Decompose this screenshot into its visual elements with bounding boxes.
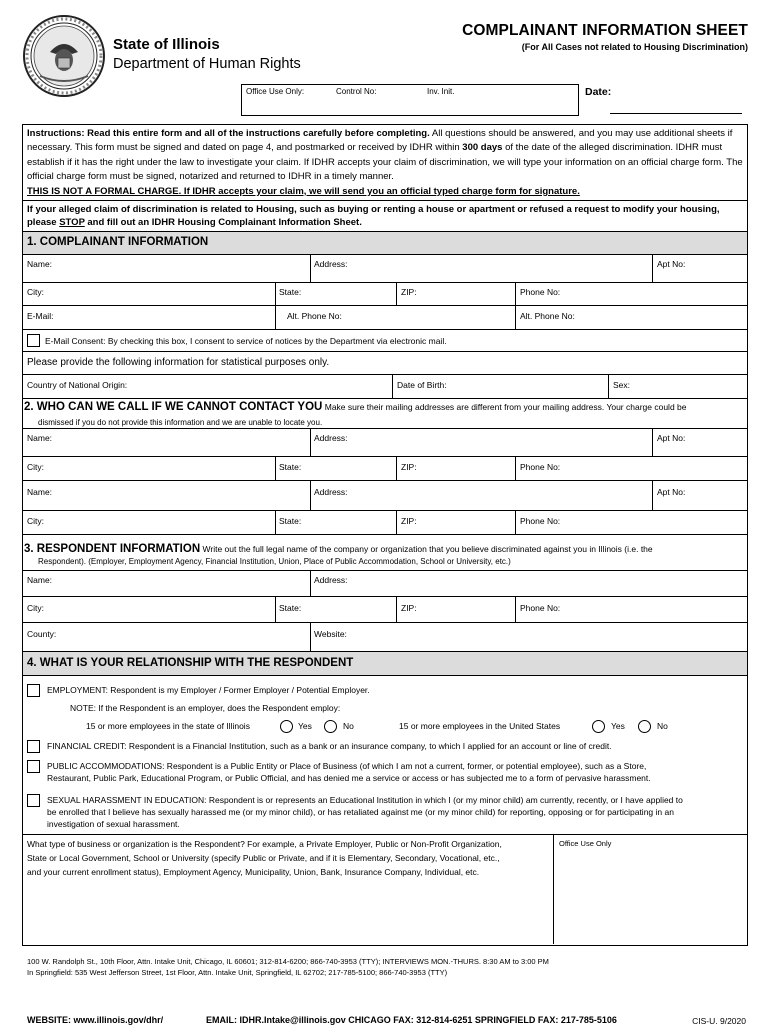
sexual-harassment-label-1: SEXUAL HARASSMENT IN EDUCATION: Respondent is or represents an Educational Institution in which I (or my minor child) am currently, recently, or I have applied to — [47, 795, 683, 805]
s1-name-label: Name: — [27, 259, 53, 269]
section2-title: 2. WHO CAN WE CALL IF WE CANNOT CONTACT YOU — [24, 401, 323, 413]
s2-apt-2-label: Apt No: — [657, 487, 686, 497]
section2-note-2: dismissed if you do not provide this information and we are unable to locate you. — [38, 418, 323, 427]
s2-phone-2-label: Phone No: — [520, 516, 561, 526]
s2-apt-label: Apt No: — [657, 433, 686, 443]
s2-state-label: State: — [279, 462, 302, 472]
statistical-note: Please provide the following information for statistical purposes only. — [27, 357, 330, 368]
sexual-harassment-label-3: investigation of sexual harassment. — [47, 819, 180, 829]
employment-checkbox[interactable] — [27, 684, 40, 697]
housing-note-a: If your alleged claim of discrimination is related to Housing, such as buying or renting a house or apartment or refused a request to modify your housing, please — [27, 204, 720, 228]
q-illinois-yes-radio[interactable] — [280, 720, 293, 733]
s3-city-label: City: — [27, 603, 44, 613]
footer-email-fax: EMAIL: IDHR.Intake@illinois.gov CHICAGO FAX: 312-814-6251 SPRINGFIELD FAX: 217-785-5106 — [206, 1015, 617, 1025]
page-title: COMPLAINANT INFORMATION SHEET — [462, 22, 748, 39]
instructions-body-2: of the date of the alleged discrimination. IDHR must establish if it has the right under the law to investigate your claim. If IDHR accepts your claim of discrimination, we will type your information on an official charge form. The official charge form must be signed, notarized and returned to IDHR in a timely manner. — [27, 142, 743, 183]
s1-state-label: State: — [279, 287, 302, 297]
sexual-harassment-label-2: be enrolled that I believe has sexually harassed me (or my minor child), or has retaliated against me (or my minor child) for reporting, opposing or for participating in an — [47, 807, 674, 817]
instructions-days: 300 days — [462, 142, 503, 154]
q-us-no-label: No — [657, 721, 668, 731]
s2-address-label: Address: — [314, 433, 348, 443]
section3-title: 3. RESPONDENT INFORMATION — [24, 543, 201, 555]
section2-note: Make sure their mailing addresses are different from your mailing address. Your charge could be — [324, 402, 687, 412]
housing-note-b: and fill out an IDHR Housing Complainant Information Sheet. — [87, 217, 362, 228]
page-subtitle: (For All Cases not related to Housing Discrimination) — [521, 42, 748, 52]
section2-header — [24, 402, 744, 412]
state-seal-logo — [22, 14, 106, 98]
q-illinois-no-radio[interactable] — [324, 720, 337, 733]
s2-name-label: Name: — [27, 433, 53, 443]
housing-stop: STOP — [59, 217, 85, 228]
q-illinois-label: 15 or more employees in the state of Illinois — [86, 721, 250, 731]
office-use-only-box-label: Office Use Only — [559, 839, 612, 848]
section3-header — [24, 544, 744, 554]
s3-name-label: Name: — [27, 575, 53, 585]
s1-phone-label: Phone No: — [520, 287, 561, 297]
agency-department: Department of Human Rights — [113, 56, 301, 72]
s1-alt-phone-2-label: Alt. Phone No: — [520, 311, 575, 321]
q-us-yes-radio[interactable] — [592, 720, 605, 733]
s1-zip-label: ZIP: — [401, 287, 417, 297]
s1-city-label: City: — [27, 287, 44, 297]
s1-alt-phone-label: Alt. Phone No: — [287, 311, 342, 321]
section3-note: Write out the full legal name of the company or organization that you believe discriminated against you in Illinois (i.e. the — [202, 544, 653, 554]
s2-name-2-label: Name: — [27, 487, 53, 497]
section1-header: 1. COMPLAINANT INFORMATION — [23, 232, 747, 254]
public-accommodations-label-1: PUBLIC ACCOMMODATIONS: Respondent is a Public Entity or Place of Business (of which I am not a current, former, or potential employee), such as a Store, — [47, 761, 647, 771]
s3-phone-label: Phone No: — [520, 603, 561, 613]
s1-email-label: E-Mail: — [27, 311, 54, 321]
s3-zip-label: ZIP: — [401, 603, 417, 613]
s3-county-label: County: — [27, 629, 57, 639]
s3-website-label: Website: — [314, 629, 347, 639]
section3-note-2: Respondent). (Employer, Employment Agency, Financial Institution, Union, Place of Public Accommodation, School or University, etc.) — [38, 557, 511, 566]
s2-state-2-label: State: — [279, 516, 302, 526]
footer-chicago-address: 100 W. Randolph St., 10th Floor, Attn. Intake Unit, Chicago, IL 60601; 312-814-6200; 866-740-3953 (TTY); INTERVIEWS MON.-THURS. 8:30 AM to 3:00 PM — [27, 957, 549, 966]
date-label: Date: — [585, 86, 612, 98]
s3-state-label: State: — [279, 603, 302, 613]
public-accommodations-checkbox[interactable] — [27, 760, 40, 773]
footer-website[interactable]: WEBSITE: www.illinois.gov/dhr/ — [27, 1015, 164, 1025]
office-use-box — [241, 84, 579, 116]
s3-address-label: Address: — [314, 575, 348, 585]
s2-zip-label: ZIP: — [401, 462, 417, 472]
form-code: CIS-U. 9/2020 — [692, 1016, 746, 1026]
s1-country-label: Country of National Origin: — [27, 380, 128, 390]
agency-state: State of Illinois — [113, 36, 220, 53]
employer-note: NOTE: If the Respondent is an employer, does the Respondent employ: — [70, 703, 341, 713]
footer-springfield-address: In Springfield: 535 West Jefferson Street, 1st Floor, Attn. Intake Unit, Springfield, IL 62702; 217-785-5100; 866-740-3953 (TTY) — [27, 968, 448, 977]
employment-label: EMPLOYMENT: Respondent is my Employer / Former Employer / Potential Employer. — [47, 685, 370, 695]
s2-address-2-label: Address: — [314, 487, 348, 497]
q-us-label: 15 or more employees in the United States — [399, 721, 561, 731]
email-consent-checkbox[interactable] — [27, 334, 40, 347]
date-field[interactable] — [610, 113, 742, 114]
q-illinois-yes-label: Yes — [298, 721, 312, 731]
s2-phone-label: Phone No: — [520, 462, 561, 472]
instructions-lead: Instructions: Read this entire form and all of the instructions carefully before completing. — [27, 128, 430, 139]
formal-charge-note: THIS IS NOT A FORMAL CHARGE. If IDHR accepts your claim, we will send you an official typed charge form for signature. — [27, 185, 580, 197]
s2-city-2-label: City: — [27, 516, 44, 526]
q-us-no-radio[interactable] — [638, 720, 651, 733]
inv-init-label: Inv. Init. — [427, 87, 455, 96]
q-illinois-no-label: No — [343, 721, 354, 731]
instructions-body: All questions should be answered, and you may use additional sheets if necessary. This form must be signed and dated on page 4, and postmarked or received by IDHR within — [27, 128, 733, 154]
housing-note — [27, 203, 744, 229]
s2-city-label: City: — [27, 462, 44, 472]
office-use-label: Office Use Only: — [246, 87, 305, 96]
public-accommodations-label-2: Restaurant, Public Park, Educational Program, or Public Official, and has denied me a service or access or has subjected me to a form of pervasive harassment. — [47, 773, 651, 783]
org-type-question-1: What type of business or organization is the Respondent? For example, a Private Employer, Public or Non-Profit Organization, — [27, 839, 502, 849]
q-us-yes-label: Yes — [611, 721, 625, 731]
instructions — [27, 127, 744, 199]
financial-credit-label: FINANCIAL CREDIT: Respondent is a Financial Institution, such as a bank or an insurance company, to which I applied for an account or line of credit. — [47, 741, 612, 751]
control-no-label: Control No: — [336, 87, 377, 96]
s1-dob-label: Date of Birth: — [397, 380, 447, 390]
org-type-question-2: State or Local Government, School or University (specify Public or Private, and if it is Elementary, Secondary, Vocational, etc., — [27, 853, 500, 863]
org-type-question-3: and your current enrollment status), Employment Agency, Municipality, Union, Bank, Insurance Company, Individual, etc. — [27, 867, 480, 877]
s1-sex-label: Sex: — [613, 380, 631, 390]
s2-zip-2-label: ZIP: — [401, 516, 417, 526]
s1-apt-label: Apt No: — [657, 259, 686, 269]
section4-header: 4. WHAT IS YOUR RELATIONSHIP WITH THE RESPONDENT — [23, 652, 747, 675]
sexual-harassment-checkbox[interactable] — [27, 794, 40, 807]
email-consent-label: E-Mail Consent: By checking this box, I consent to service of notices by the Department via electronic mail. — [45, 336, 447, 346]
financial-credit-checkbox[interactable] — [27, 740, 40, 753]
s1-address-label: Address: — [314, 259, 348, 269]
